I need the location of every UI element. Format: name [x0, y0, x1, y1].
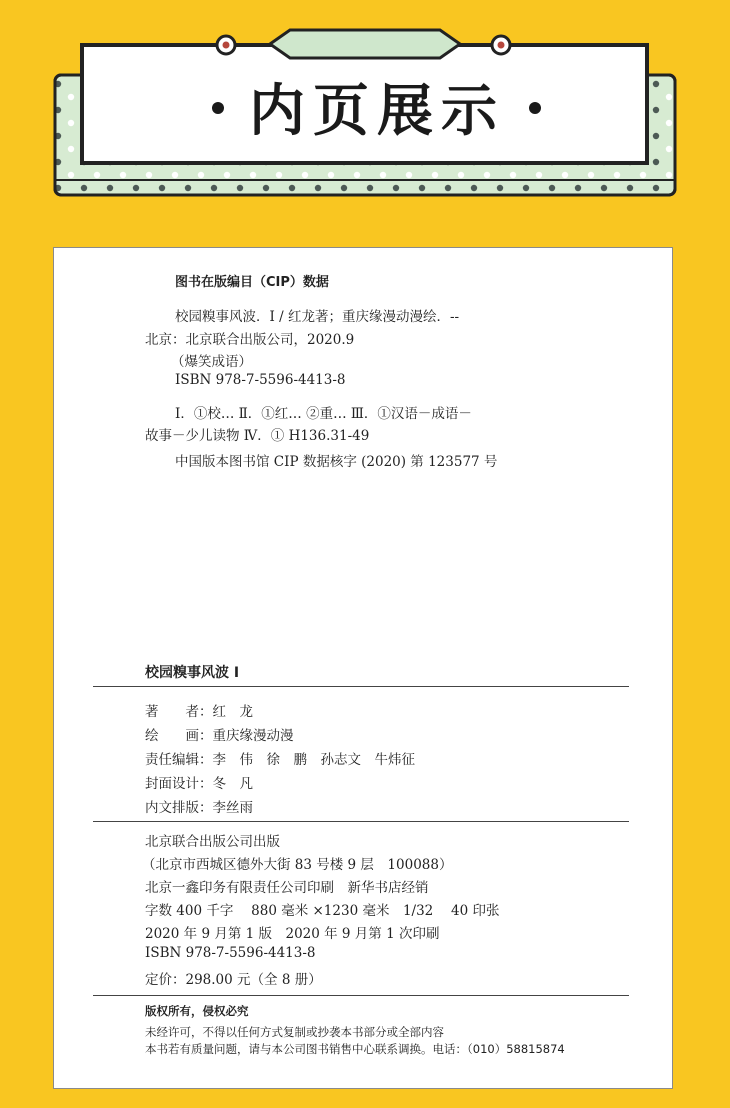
credit-line: 封面设计：冬 凡 — [145, 776, 253, 792]
cip-line: 校园糗事风波．Ⅰ / 红龙著；重庆缘漫动漫绘．-- — [175, 309, 460, 325]
publish-line: 字数 400 千字 880 毫米 ×1230 毫米 1/32 40 印张 — [145, 903, 500, 919]
cip-line: （爆笑成语） — [171, 354, 252, 370]
publish-line: 定价：298.00 元（全 8 册） — [145, 972, 322, 988]
banner-title: 内页展示 — [249, 78, 505, 144]
cip-line: 北京：北京联合出版公司，2020.9 — [145, 332, 355, 348]
publish-line: 北京一鑫印务有限责任公司印刷 新华书店经销 — [145, 880, 429, 896]
credit-line: 责任编辑：李 伟 徐 鹏 孙志文 牛炜征 — [145, 752, 415, 768]
cip-heading: 图书在版编目（CIP）数据 — [175, 275, 329, 290]
divider — [93, 686, 629, 687]
rights-heading: 版权所有，侵权必究 — [145, 1004, 249, 1018]
divider — [93, 995, 629, 996]
cip-line: Ⅰ．①校… Ⅱ．①红… ②重… Ⅲ．①汉语－成语－ — [175, 406, 472, 422]
cip-line: 故事－少儿读物 Ⅳ．① H136.31-49 — [145, 428, 370, 444]
rights-line: 未经许可，不得以任何方式复制或抄袭本书部分或全部内容 — [145, 1025, 444, 1039]
top-tab — [270, 30, 460, 58]
cip-line: ISBN 978-7-5596-4413-8 — [175, 372, 346, 388]
cip-line: 中国版本图书馆 CIP 数据核字 (2020) 第 123577 号 — [175, 454, 498, 470]
publish-line: 2020 年 9 月第 1 版 2020 年 9 月第 1 次印刷 — [145, 926, 440, 942]
credit-line: 绘 画：重庆缘漫动漫 — [145, 728, 294, 744]
banner — [0, 0, 730, 210]
publish-line: ISBN 978-7-5596-4413-8 — [145, 945, 316, 961]
rights-line: 本书若有质量问题，请与本公司图书销售中心联系调换。电话：（010）58815874 — [145, 1042, 565, 1056]
divider — [93, 821, 629, 822]
publish-line: 北京联合出版公司出版 — [145, 834, 280, 850]
publish-line: （北京市西城区德外大街 83 号楼 9 层 100088） — [142, 857, 453, 873]
book-title: 校园糗事风波 Ⅰ — [145, 665, 240, 681]
credit-line: 内文排版：李丝雨 — [145, 800, 253, 816]
credit-line: 著 者：红 龙 — [145, 704, 253, 720]
